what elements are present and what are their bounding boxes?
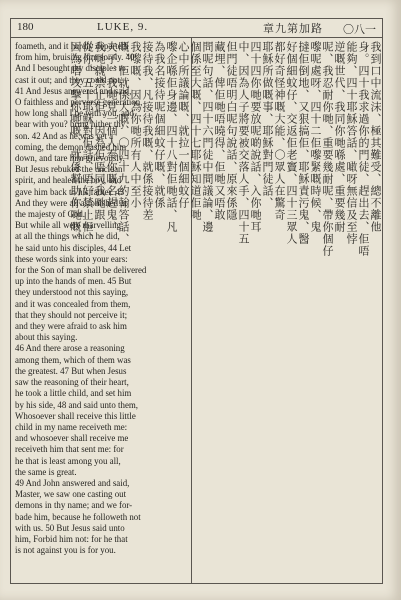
chinese-column: 嚟企喺佢身邊、四十八對佢哋話、凡	[165, 41, 178, 233]
chinese-column: 逆嘅世代、我同你哋喺處、重要幾耐	[333, 41, 346, 233]
english-line: him, Forbid him not: for he that	[15, 533, 128, 544]
chinese-column: 耶穌所做嘅事、耶穌對門徒話、	[261, 41, 274, 209]
english-line: child in my name receiveth me:	[15, 421, 128, 432]
running-title: LUKE, 9.	[97, 21, 149, 33]
english-line: and they were afraid to ask him	[15, 321, 127, 332]
english-line: and it was concealed from them,	[15, 298, 131, 309]
english-line: he said unto his disciples, 44 Let	[15, 242, 132, 253]
english-line: demons in thy name; and we for-	[15, 500, 133, 511]
english-line: the same is great.	[15, 466, 77, 477]
english-line: O faithless and perverse generation,	[15, 97, 143, 108]
english-line: that they should not perceive it;	[15, 309, 128, 320]
english-line: by his side, 48 and said unto them,	[15, 399, 139, 410]
chinese-column: 嚟呢處呀、四十二佢嚟緊嘅時候、鬼	[309, 41, 322, 233]
chinese-column: 能夠、四十耶穌答話、噉呀無信及至悖	[345, 41, 358, 245]
chinese-column: 我哋就禁止佢、因為佢唔同我哋跟	[93, 41, 106, 221]
english-line: at all the things which he did,	[15, 231, 120, 242]
chinese-column: 撻佢倒地、又狠搞佢、耶穌責污鬼、醫	[297, 41, 310, 245]
english-line: Whosoever shall receive this little	[15, 410, 136, 421]
english-line: gave him back to his father. 43	[15, 186, 125, 197]
english-line: 41 And Jesus answered and said,	[15, 85, 132, 96]
chinese-column: 從你、五十耶穌對佢話、唔好禁止佢、	[81, 41, 94, 245]
english-line: he that is least among you all,	[15, 455, 121, 466]
chinese-column: 嘅、佢就係大嘅、〇四十九約翰答話、	[117, 41, 130, 245]
english-line: the majesty of God.	[15, 209, 85, 220]
page-number: 180	[17, 21, 34, 33]
english-line: about this saying.	[15, 332, 78, 343]
english-line: But while all were marvelling	[15, 220, 121, 231]
english-line: how long shall I be with you, and	[15, 108, 134, 119]
chinese-column: 好個細蚊仔、交返佢老竇、四十三眾人	[285, 41, 298, 245]
english-line: among them, which of them was	[15, 354, 131, 365]
english-line: cast it out; and they could not.	[15, 74, 123, 85]
chinese-column: 為我名接待呢個細蚊仔嘅、就係	[153, 41, 166, 209]
english-line: 49 And John answered and said,	[15, 477, 130, 488]
chinese-column: 接待我、凡接待我嘅、就係接待差	[141, 41, 154, 221]
english-line: foameth, and it hardly departeth	[15, 41, 129, 51]
english-line: and whosoever shall receive me	[15, 433, 129, 444]
english-line: But Jesus rebuked the unclean	[15, 164, 123, 175]
english-line: receiveth him that sent me: for	[15, 444, 124, 455]
chinese-column: 身。四十我求過你的門徒、趕出去、佢唔	[357, 41, 370, 257]
chinese-column: 四十四你哋要放呢啲說話、入你哋耳	[249, 41, 262, 233]
english-line: spirit, and healed the boy, and	[15, 175, 122, 186]
chinese-column: 都好奇怪神嘅大能、〇眾人在驚奇	[273, 41, 286, 221]
chinese-column: 因為唔攻擊你哋嘅、就係幫助你哋嘅。	[69, 41, 82, 245]
chinese-column: 夫子、我哋見一個人奉你嘅名趕鬼、	[105, 41, 118, 233]
chinese-column: 我到口中流沫、極其難受、總不離他	[369, 41, 382, 233]
english-line: up into the hands of men. 45 But	[15, 276, 132, 287]
chinese-column: 個係至大嘅、四十七耶穌知道佢哋	[189, 41, 202, 221]
english-line: he took a little child, and set him	[15, 388, 132, 399]
english-line: coming, the demon dashed him	[15, 141, 127, 152]
english-line: And they were all astonished at	[15, 197, 127, 208]
chinese-page-number: 〇八一	[343, 23, 376, 36]
english-line: the greatest. 47 But when Jesus	[15, 365, 127, 376]
chinese-column: 我嚟嘅、因為你哋所有人中至小	[129, 41, 142, 209]
english-line: And I besought thy disciples to	[15, 63, 126, 74]
english-line: son. 42 And as he was yet a	[15, 130, 114, 141]
english-line: they understood not this saying,	[15, 287, 129, 298]
english-line: 46 And there arose a reasoning	[15, 343, 125, 354]
english-line: is not against you is for you.	[15, 545, 116, 556]
page-header	[11, 19, 382, 38]
page-frame	[10, 18, 383, 584]
english-line: with us. 50 But Jesus said unto	[15, 522, 125, 533]
chinese-column: 呢、我忍耐你哋、重要幾耐呢、帶你個仔	[321, 41, 334, 257]
english-line: down, and tare him grievously.	[15, 153, 125, 164]
chinese-column: 藏埋、俾佢哋唔曉得、佢哋又唔敢	[213, 41, 226, 221]
chinese-column: 中、因為人子將要被交落人手、四十五	[237, 41, 250, 245]
english-line: from him, bruising him sorely. 40	[15, 52, 135, 63]
english-line: for the Son of man shall be delivered	[15, 265, 147, 276]
english-line: these words sink into your ears:	[15, 253, 128, 264]
chinese-column: 心中所議論嘅、就拉一個細蚊仔	[177, 41, 190, 209]
english-line: Master, we saw one casting out	[15, 489, 127, 500]
english-line: bade him, because he followeth not	[15, 511, 141, 522]
chinese-running-title: 章九第加路	[263, 22, 323, 35]
english-line: saw the reasoning of their heart,	[15, 377, 129, 388]
chinese-column: 但門徒唔明白呢句說話、原來係隱	[225, 41, 238, 221]
english-line: bear with you? bring hither thy	[15, 119, 126, 130]
chinese-column: 問呢句話、四十六門徒中間議論、邊	[201, 41, 214, 233]
